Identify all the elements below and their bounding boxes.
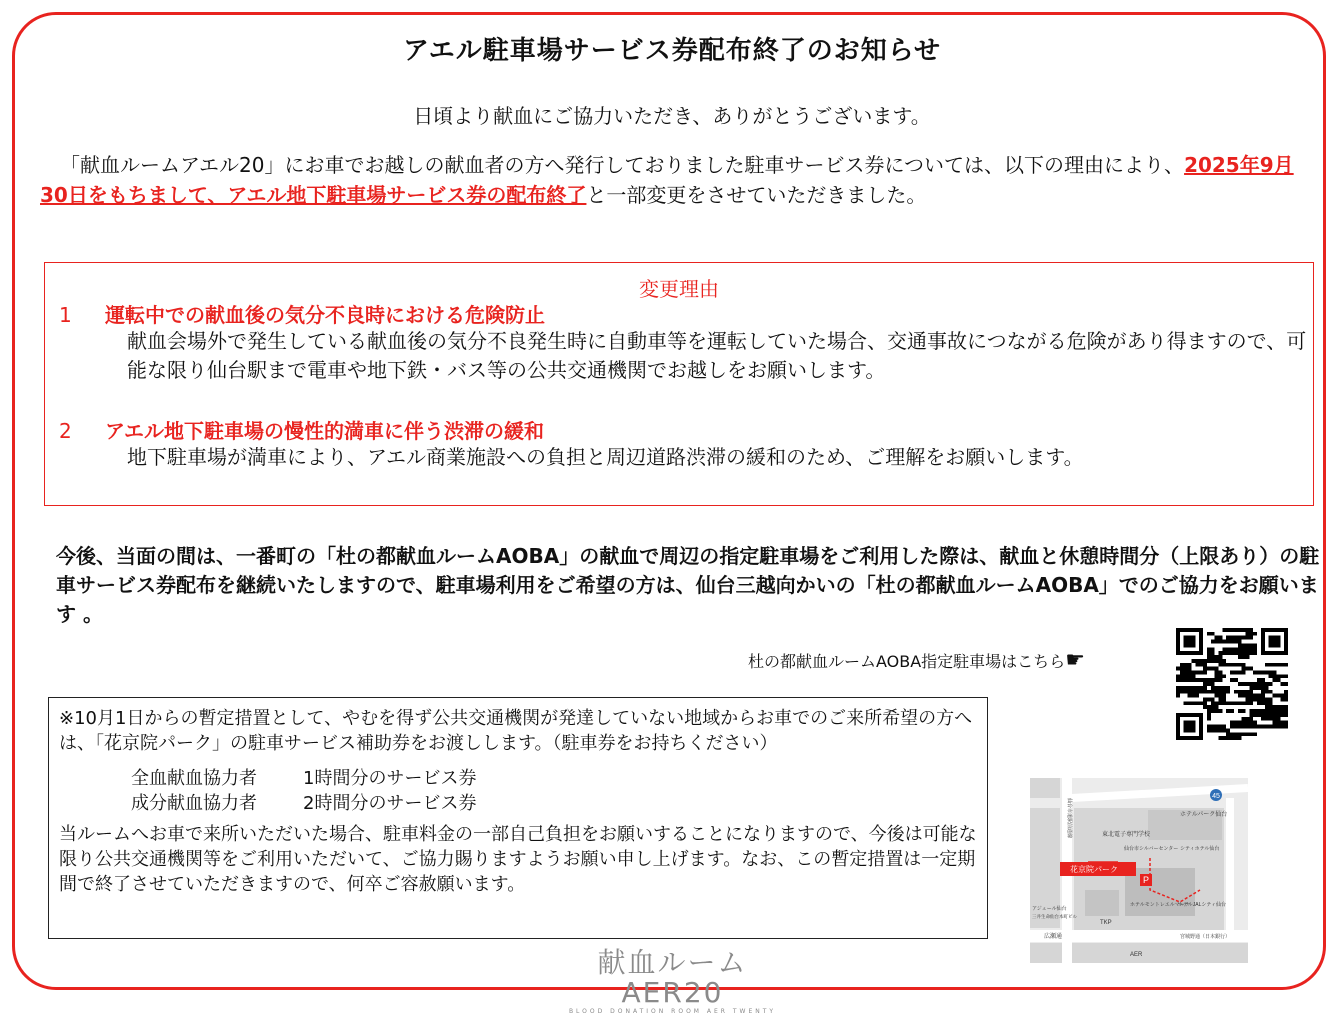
aer20-logo	[550, 946, 795, 1015]
aoba-parking-link[interactable]	[748, 648, 1085, 673]
logo-main-text: 献血ルームAER20	[597, 946, 748, 1009]
map-label-monterey: ホテルモントレエルマーナ	[1130, 902, 1190, 908]
ticket-value: 1時間分のサービス券	[303, 768, 477, 789]
area-map	[1030, 778, 1248, 963]
map-label-miyagino: 宮城野通（日本銀行）	[1180, 934, 1231, 940]
logo-sub-text: BLOOD DONATION ROOM AER TWENTY	[568, 1008, 777, 1015]
interim-intro: ※10月1日からの暫定措置として、やむを得ず公共交通機関が発達していない地域からお車でのご来所希望の方へは、「花京院パーク」の駐車サービス補助券をお渡しします。（駐車券をお持ちください）	[59, 708, 973, 754]
aoba-parking-label: 杜の都献血ルームAOBA指定駐車場はこちら	[748, 652, 1066, 671]
ticket-name: 全血献血協力者	[131, 768, 257, 789]
map-label-hirose: 広瀬通	[1044, 934, 1063, 940]
intro-text-end: と一部変更をさせていただきました。	[586, 183, 927, 207]
aoba-notice: 今後、当面の間は、一番町の「杜の都献血ルームAOBA」の献血で周辺の指定駐車場をご利用した際は、献血と休憩時間分（上限あり）の駐車サービス券配布を継続いたしますので、駐車場利用をご希望の方は、仙台三越向かいの「杜の都献血ルームAOBA」でのご協力をお願います 。	[56, 544, 1320, 626]
map-label-street: 仙台市道駅前通線	[1066, 798, 1072, 839]
reason-2-body: 地下駐車場が満車により、アエル商業施設への負担と周辺道路渋滞の緩和のため、ご理解をお願いします。	[127, 445, 1084, 469]
qr-code-icon[interactable]	[1176, 628, 1288, 740]
ticket-row-component	[131, 791, 977, 816]
map-label-azure: アジュール仙台	[1032, 906, 1067, 912]
map-label-hotel-park: ホテルパーク仙台	[1180, 812, 1228, 818]
map-label-aer: AER	[1130, 952, 1143, 958]
ticket-list	[131, 766, 977, 816]
map-label-kakyoin: 花京院パーク	[1070, 865, 1118, 874]
intro-text: 「献血ルームアエル20」にお車でお越しの献血者の方へ発行しておりました駐車サービス券については、以下の理由により、	[60, 153, 1185, 177]
map-label-mitsui: 三井生命仙台本町ビル	[1032, 914, 1077, 919]
map-route-number: 45	[1212, 793, 1220, 800]
reason-1-heading	[59, 299, 545, 328]
map-label-city-hotel: シティホテル仙台	[1180, 846, 1220, 852]
interim-notice-box	[48, 697, 988, 939]
map-label-tkp: TKP	[1100, 920, 1112, 926]
reasons-box	[44, 262, 1314, 506]
map-label-jal: ホテルJALシティ仙台	[1178, 902, 1226, 908]
reason-1-title: 運転中での献血後の気分不良時における危険防止	[105, 303, 545, 327]
map-parking-marker: P	[1142, 875, 1150, 885]
reason-1-number: 1	[59, 303, 72, 327]
intro-paragraph	[40, 150, 1320, 210]
reason-1-body: 献血会場外で発生している献血後の気分不良発生時に自動車等を運転していた場合、交通事故につながる危険があり得ますので、可能な限り仙台駅まで電車や地下鉄・バス等の公共交通機関でお越しをお願いします。	[127, 329, 1307, 382]
page-title: アエル駐車場サービス券配布終了のお知らせ	[403, 36, 941, 66]
reasons-heading: 変更理由	[639, 277, 719, 301]
ticket-name: 成分献血協力者	[131, 793, 257, 814]
reason-2-title: アエル地下駐車場の慢性的満車に伴う渋滞の緩和	[105, 419, 544, 443]
ticket-row-whole-blood	[131, 766, 977, 791]
map-label-silver-center: 仙台市シルバーセンター	[1124, 846, 1179, 852]
pointing-hand-icon: ☛	[1065, 648, 1085, 673]
reason-2-heading	[59, 415, 544, 444]
interim-closing: 当ルームへお車で来所いただいた場合、駐車料金の一部自己負担をお願いすることになりますので、今後は可能な限り公共交通機関等をご利用いただいて、ご協力賜りますようお願い申し上げます。なお、この暫定措置は一定期間で終了させていただきますので、何卒ご容赦願います。	[59, 824, 977, 895]
map-label-tohoku-denshi: 東北電子専門学校	[1102, 832, 1151, 838]
intro-highlight: 2025年9月30日をもちまして、アエル地下駐車場サービス券の配布終了	[40, 153, 1294, 207]
greeting-text: 日頃より献血にご協力いただき、ありがとうございます。	[413, 104, 931, 128]
ticket-value: 2時間分のサービス券	[303, 793, 477, 814]
reason-2-number: 2	[59, 419, 72, 443]
